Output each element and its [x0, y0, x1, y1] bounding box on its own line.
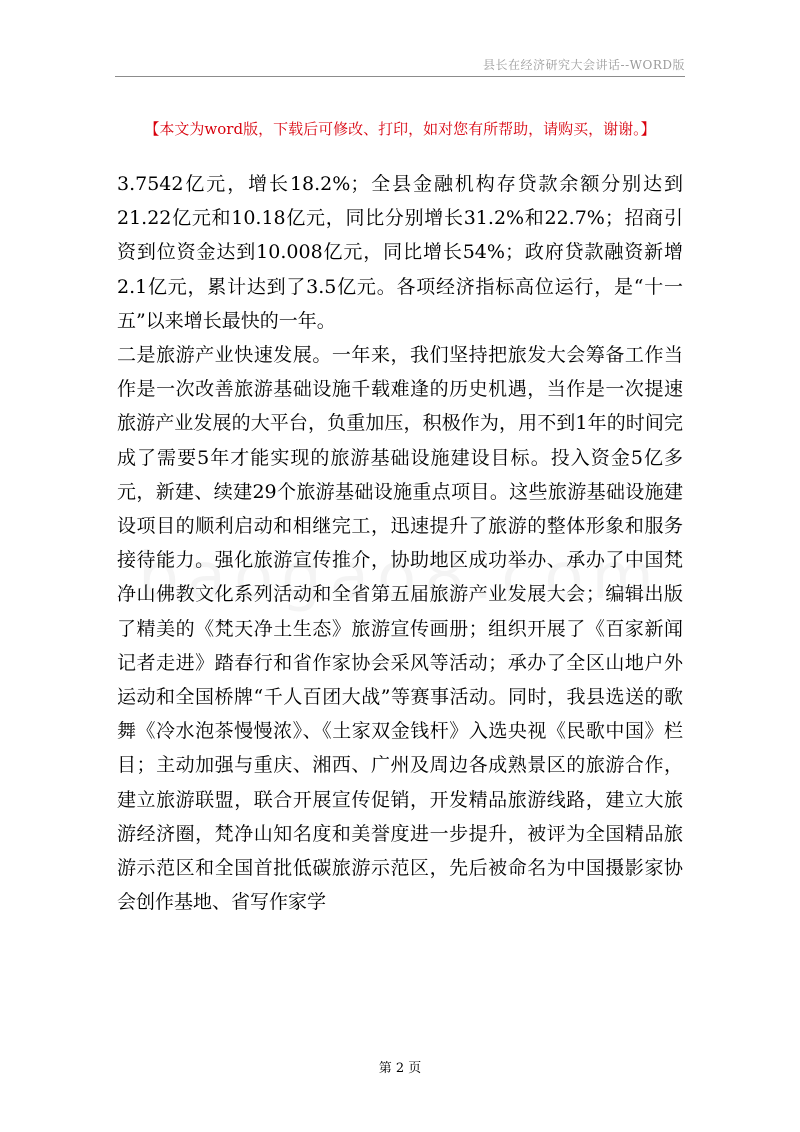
document-body	[117, 167, 683, 919]
page-header	[115, 54, 685, 77]
purchase-notice: 【本文为word版，下载后可修改、打印，如对您有所帮助，请购买，谢谢。】	[144, 120, 656, 138]
header-title: 县长在经济研究大会讲话--WORD版	[483, 58, 685, 72]
page-footer	[0, 1057, 800, 1076]
paragraph-economy: 3.7542亿元，增长18.2%；全县金融机构存贷款余额分别达到21.22亿元和10.18亿元，同比分别增长31.2%和22.7%；招商引资到位资金达到10.008亿元，同比增长54%；政府贷款融资新增2.1亿元，累计达到了3.5亿元。各项经济指标高位运行，是“十一五”以来增长最快的一年。	[117, 173, 683, 332]
page-number: 第 2 页	[378, 1061, 422, 1076]
paragraph-tourism: 二是旅游产业快速发展。一年来，我们坚持把旅发大会筹备工作当作是一次改善旅游基础设施千载难逢的历史机遇，当作是一次提速旅游产业发展的大平台，负重加压，积极作为，用不到1年的时间完成了需要5年才能实现的旅游基础设施建设目标。投入资金5亿多元，新建、续建29个旅游基础设施重点项目。这些旅游基础设施建设项目的顺利启动和相继完工，迅速提升了旅游的整体形象和服务接待能力。强化旅游宣传推介，协助地区成功举办、承办了中国梵净山佛教文化系列活动和全省第五届旅游产业发展大会；编辑出版了精美的《梵天净土生态》旅游宣传画册；组织开展了《百家新闻记者走进》踏春行和省作家协会采风等活动；承办了全区山地户外运动和全国桥牌“千人百团大战”等赛事活动。同时，我县选送的歌舞《冷水泡茶慢慢浓》、《土家双金钱杆》入选央视《民歌中国》栏目；主动加强与重庆、湘西、广州及周边各成熟景区的旅游合作，建立旅游联盟，联合开展宣传促销，开发精品旅游线路，建立大旅游经济圈，梵净山知名度和美誉度进一步提升，被评为全国精品旅游示范区和全国首批低碳旅游示范区，先后被命名为中国摄影家协会创作基地、省写作家学	[117, 344, 683, 914]
